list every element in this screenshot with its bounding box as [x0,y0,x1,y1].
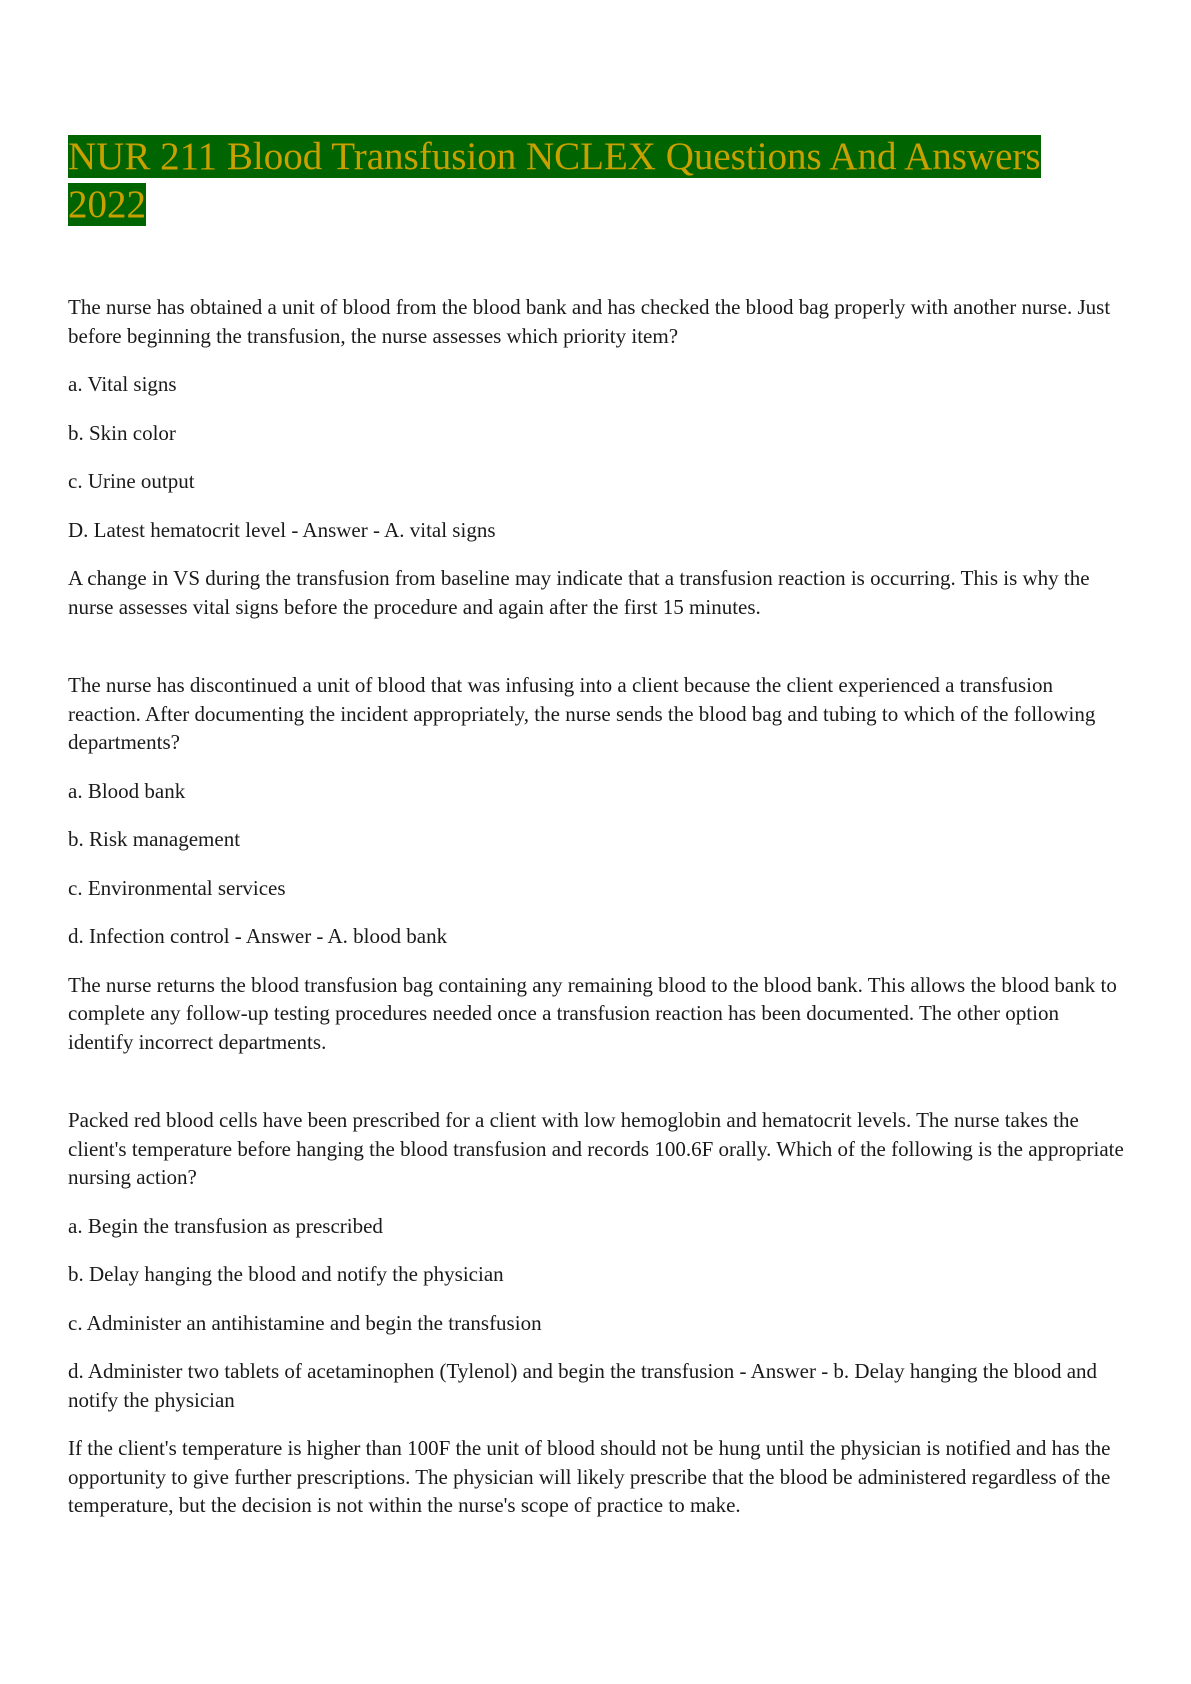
option-b: b. Delay hanging the blood and notify the physician [68,1262,504,1286]
option-c: c. Environmental services [68,875,286,900]
option-d-with-answer: d. Administer two tablets of acetaminophen (Tylenol) and begin the transfusion - Answer - b. Delay hanging the blood and notify the physician [68,1359,1098,1412]
question-text: Packed red blood cells have been prescribed for a client with low hemoglobin and hematocrit levels. The nurse takes the client's temperature before hanging the blood transfusion and records 100.6F orally. Which of the following is the appropriate nursing action? [68,1108,1124,1189]
option-b: b. Risk management [68,827,241,851]
option-a: a. Blood bank [68,778,186,803]
document-page [68,133,1126,1570]
question-text: The nurse has obtained a unit of blood from the blood bank and has checked the blood bag properly with another nurse. Just before beginning the transfusion, the nurse assesses which priority item? [68,295,1111,348]
rationale-text: The nurse returns the blood transfusion bag containing any remaining blood to the blood bank. This allows the blood bank to complete any follow-up testing procedures needed once a transfusion reaction has been documented. The other option identify incorrect departments. [68,972,1117,1054]
option-c: c. Urine output [68,469,195,493]
option-a: a. Begin the transfusion as prescribed [68,1213,383,1238]
option-d-with-answer: D. Latest hematocrit level - Answer - A. vital signs [68,517,496,542]
option-a: a. Vital signs [68,372,177,396]
question-block-2 [68,671,1126,1056]
page-title [68,133,1126,229]
option-c: c. Administer an antihistamine and begin the transfusion [68,1310,542,1335]
page-title-text: NUR 211 Blood Transfusion NCLEX Questions And Answers 2022 [68,135,1041,226]
option-b: b. Skin color [68,420,176,445]
rationale-text: If the client's temperature is higher than 100F the unit of blood should not be hung until the physician is notified and has the opportunity to give further prescriptions. The physician will likely prescribe that the blood be administered regardless of the temperature, but the decision is not within the nurse's scope of practice to make. [68,1436,1111,1517]
question-block-3 [68,1106,1126,1520]
option-d-with-answer: d. Infection control - Answer - A. blood bank [68,924,448,948]
rationale-text: A change in VS during the transfusion from baseline may indicate that a transfusion reaction is occurring. This is why the nurse assesses vital signs before the procedure and again after the first 15 minutes. [68,566,1090,619]
question-block-1 [68,293,1126,621]
question-text: The nurse has discontinued a unit of blood that was infusing into a client because the client experienced a transfusion reaction. After documenting the incident appropriately, the nurse sends the blood bag and tubing to which of the following departments? [68,673,1096,754]
